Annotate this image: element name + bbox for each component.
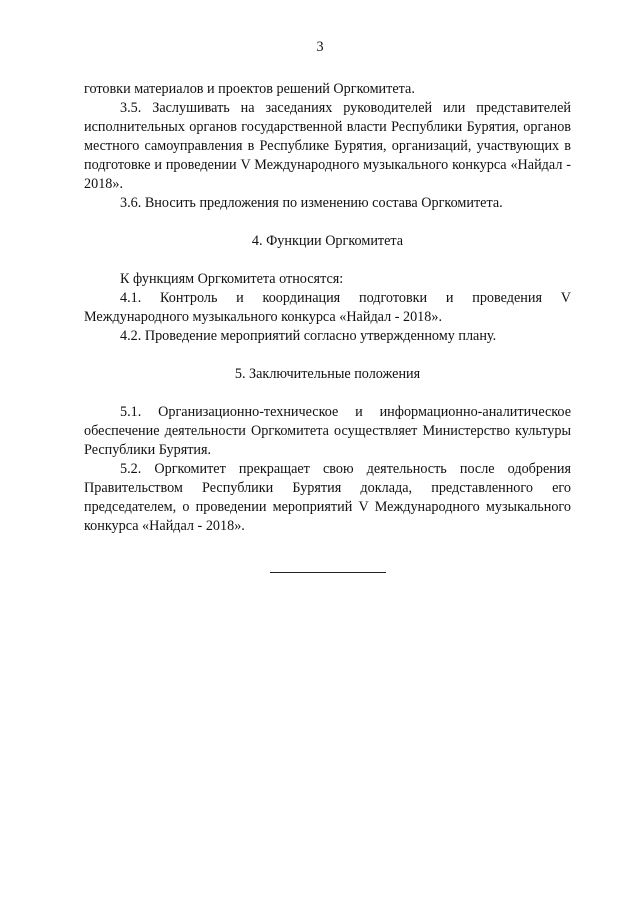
spacer: [84, 346, 571, 365]
item-4-2: 4.2. Проведение мероприятий согласно утвержденному плану.: [120, 328, 497, 344]
item-4-1: 4.1. Контроль и координация подготовки и проведения V Международного музыкального конкурса «Найдал - 2018».: [84, 290, 571, 325]
section-4-heading: 4. Функции Оргкомитета: [251, 233, 404, 249]
section-3-continued-text: готовки материалов и проектов решений Оргкомитета.: [84, 81, 415, 97]
spacer: [84, 213, 571, 232]
item-5-1: 5.1. Организационно-техническое и информационно-аналитическое обеспечение деятельности Оргкомитета осуществляет Министерство культуры Республики Бурятия.: [84, 404, 571, 458]
document-body: [84, 80, 571, 536]
spacer: [84, 251, 571, 270]
page-number: 3: [316, 39, 324, 55]
section-5-heading: 5. Заключительные положения: [234, 366, 421, 382]
section-4-intro: К функциям Оргкомитета относятся:: [120, 271, 344, 287]
spacer: [84, 384, 571, 403]
end-divider-line: [270, 572, 386, 573]
item-5-2: 5.2. Оргкомитет прекращает свою деятельность после одобрения Правительством Республики Бурятия доклада, представленного его председателем, о проведении мероприятий V Международного музыкального конкурса «Найдал - 2018».: [84, 461, 571, 534]
item-3-5: 3.5. Заслушивать на заседаниях руководителей или представителей исполнительных органов государственной власти Республики Бурятия, органов местного самоуправления в Республике Бурятия, организаций, участвующих в подготовке и проведении V Международного музыкального конкурса «Найдал - 2018».: [84, 100, 571, 192]
item-3-6: 3.6. Вносить предложения по изменению состава Оргкомитета.: [120, 195, 503, 211]
